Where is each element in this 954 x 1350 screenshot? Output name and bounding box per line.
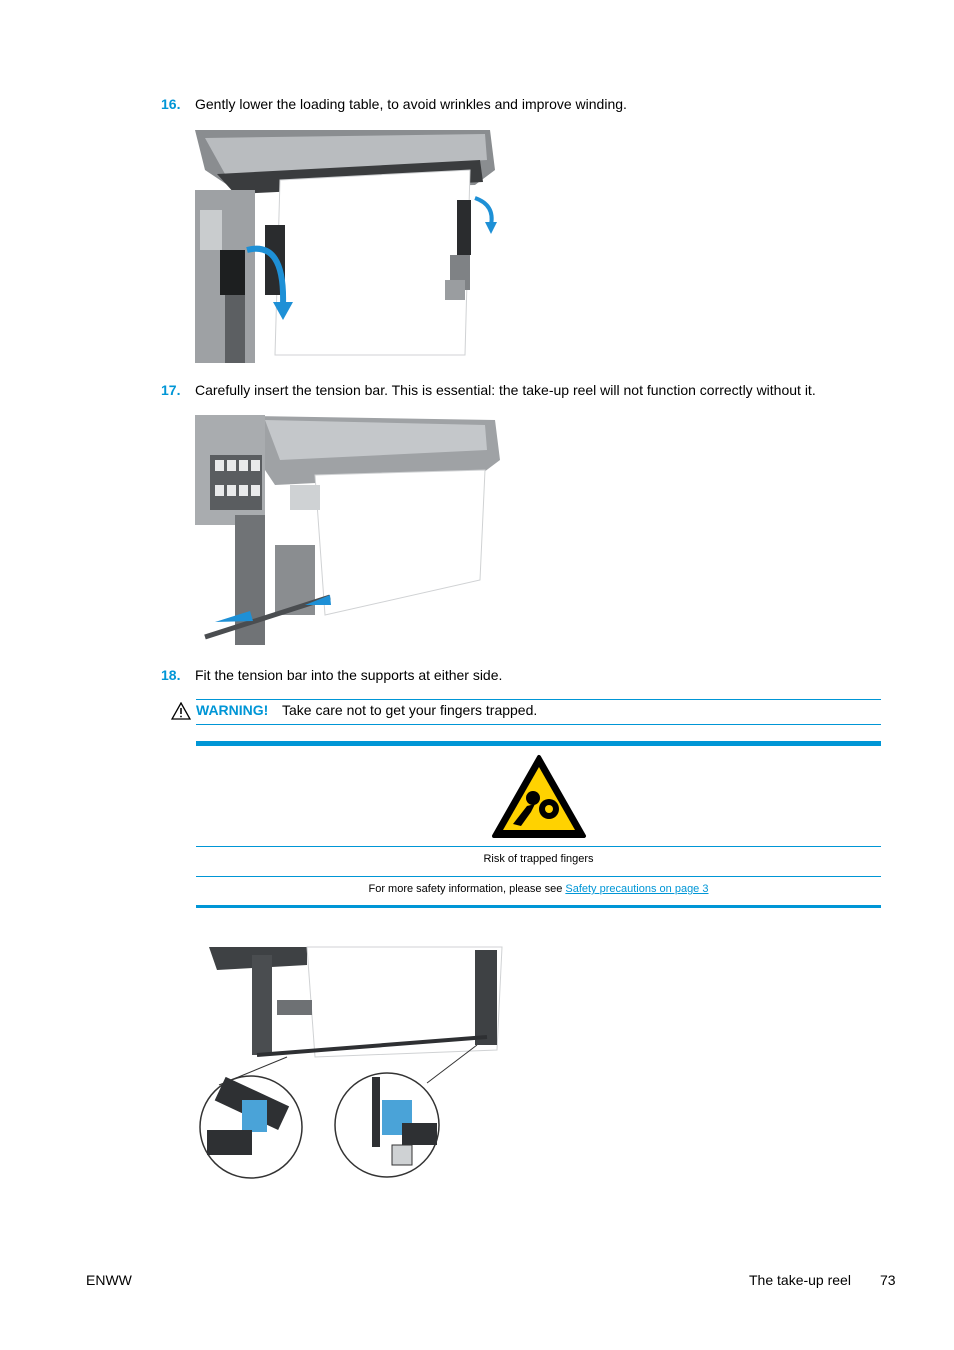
warning-triangle-icon [171, 702, 191, 720]
printer-insert-tension-bar-illustration [195, 415, 500, 645]
step-number: 17. [161, 382, 181, 398]
trapped-fingers-hazard-icon [491, 754, 587, 840]
safety-more-info [196, 883, 881, 895]
warning-top-rule [196, 699, 881, 700]
safety-table-row-rule [196, 846, 881, 847]
footer-enww: ENWW [86, 1272, 132, 1288]
step-number: 18. [161, 667, 181, 683]
printer-lower-table-illustration [195, 130, 500, 363]
step-text: Fit the tension bar into the supports at either side. [195, 667, 503, 683]
safety-precautions-link[interactable]: Safety precautions on page 3 [565, 883, 709, 895]
step-text: Gently lower the loading table, to avoid wrinkles and improve winding. [195, 96, 627, 112]
step-text: Carefully insert the tension bar. This is essential: the take-up reel will not function correctly without it. [195, 382, 816, 398]
warning-bottom-rule [196, 724, 881, 725]
safety-table-top-rule [196, 741, 881, 746]
safety-caption: Risk of trapped fingers [483, 853, 594, 865]
safety-table-bottom-rule [196, 905, 881, 908]
footer-section-title: The take-up reel [749, 1272, 851, 1288]
safety-table-row-rule [196, 876, 881, 877]
safety-more-info-text: For more safety information, please see [368, 883, 566, 895]
warning-label: WARNING! [196, 702, 269, 718]
warning-text: Take care not to get your fingers trapped. [282, 702, 538, 718]
page-number: 73 [880, 1272, 896, 1288]
tension-bar-supports-illustration [197, 945, 507, 1180]
step-number: 16. [161, 96, 181, 112]
